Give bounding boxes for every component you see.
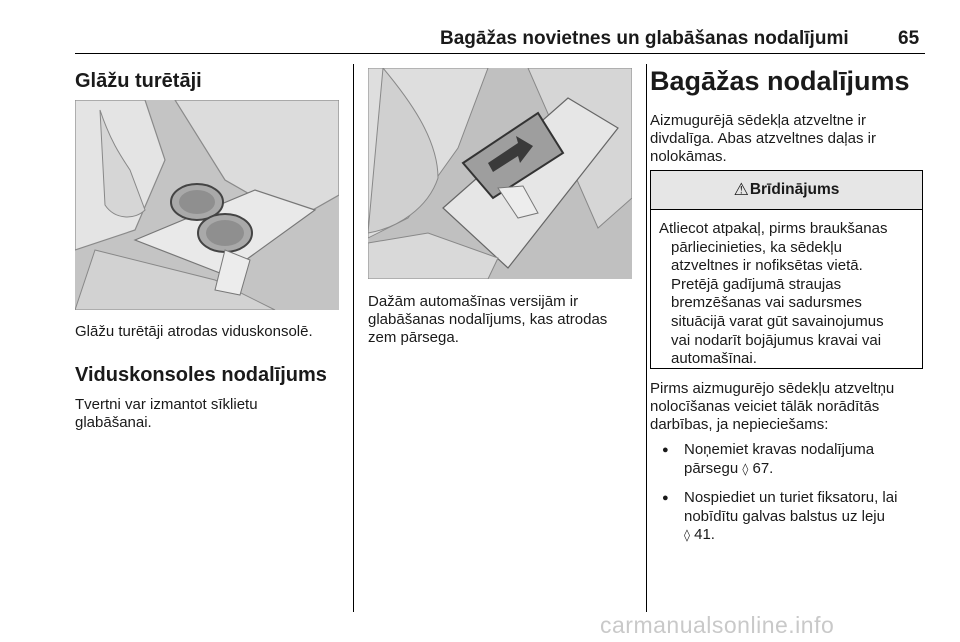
intro-line-2: divdalīga. Abas atzveltnes daļas ir xyxy=(650,130,876,147)
heading-center-console: Viduskonsoles nodalījums xyxy=(75,364,327,386)
warning-line: pārliecinieties, ka sēdekļu xyxy=(671,238,842,256)
column-divider-1 xyxy=(353,64,354,612)
after-warning-line-2: nolocīšanas veiciet tālāk norādītās xyxy=(650,398,880,415)
middle-caption-line-2: glabāšanas nodalījums, kas atrodas xyxy=(368,311,608,328)
steps-list xyxy=(650,441,930,556)
warning-line: atzveltnes ir nofiksētas vietā. xyxy=(671,257,863,275)
page-reference: 41. xyxy=(694,526,715,544)
cup-holder-illustration xyxy=(75,100,339,310)
page-header-title: Bagāžas novietnes un glabāšanas nodalījumi xyxy=(440,28,849,49)
warning-line: vai nodarīt bojājumus kravai vai xyxy=(671,331,882,349)
warning-line: bremzēšanas vai sadursmes xyxy=(671,294,862,312)
middle-caption-line-1: Dažām automašīnas versijām ir xyxy=(368,293,579,310)
page-ref-icon: ◊ xyxy=(684,528,690,543)
warning-line: Atliecot atpakaļ, pirms braukšanas xyxy=(659,220,888,237)
list-item: ● Noņemiet kravas nodalījuma pārsegu ◊ 67. xyxy=(650,441,930,478)
warning-body xyxy=(651,210,922,369)
warning-line: automašīnai. xyxy=(671,350,757,368)
page-reference: 67. xyxy=(752,459,774,477)
after-warning-line-1: Pirms aizmugurējo sēdekļu atzveltņu xyxy=(650,380,895,397)
list-item: ● Nospiediet un turiet fiksatoru, lai nobīdītu galvas balstus uz leju ◊ 41. xyxy=(650,489,930,545)
heading-cup-holders: Glāžu turētāji xyxy=(75,70,202,92)
console-text-line-1: Tvertni var izmantot sīklietu xyxy=(75,396,258,413)
console-text-line-2: glabāšanai. xyxy=(75,414,152,431)
middle-caption-line-3: zem pārsega. xyxy=(368,329,459,346)
warning-title: Brīdinājums xyxy=(749,181,840,198)
page-number: 65 xyxy=(898,28,920,49)
page-ref-icon: ◊ xyxy=(742,461,749,476)
heading-luggage-compartment: Bagāžas nodalījums xyxy=(650,66,910,96)
cup-holder-caption: Glāžu turētāji atrodas viduskonsolē. xyxy=(75,323,313,340)
column-divider-2 xyxy=(646,64,647,612)
warning-header xyxy=(651,171,922,210)
warning-line: situācijā varat gūt savainojumus xyxy=(671,312,884,330)
intro-line-1: Aizmugurējā sēdekļa atzveltne ir xyxy=(650,112,866,129)
watermark: carmanualsonline.info xyxy=(600,612,835,638)
intro-line-3: nolokāmas. xyxy=(650,148,727,165)
storage-compartment-illustration xyxy=(368,68,632,279)
warning-triangle-icon: ⚠ xyxy=(733,180,749,199)
header-rule xyxy=(75,53,925,54)
after-warning-line-3: darbības, ja nepieciešams: xyxy=(650,416,829,433)
warning-line: Pretējā gadījumā straujas xyxy=(671,275,842,293)
warning-box xyxy=(650,170,923,369)
